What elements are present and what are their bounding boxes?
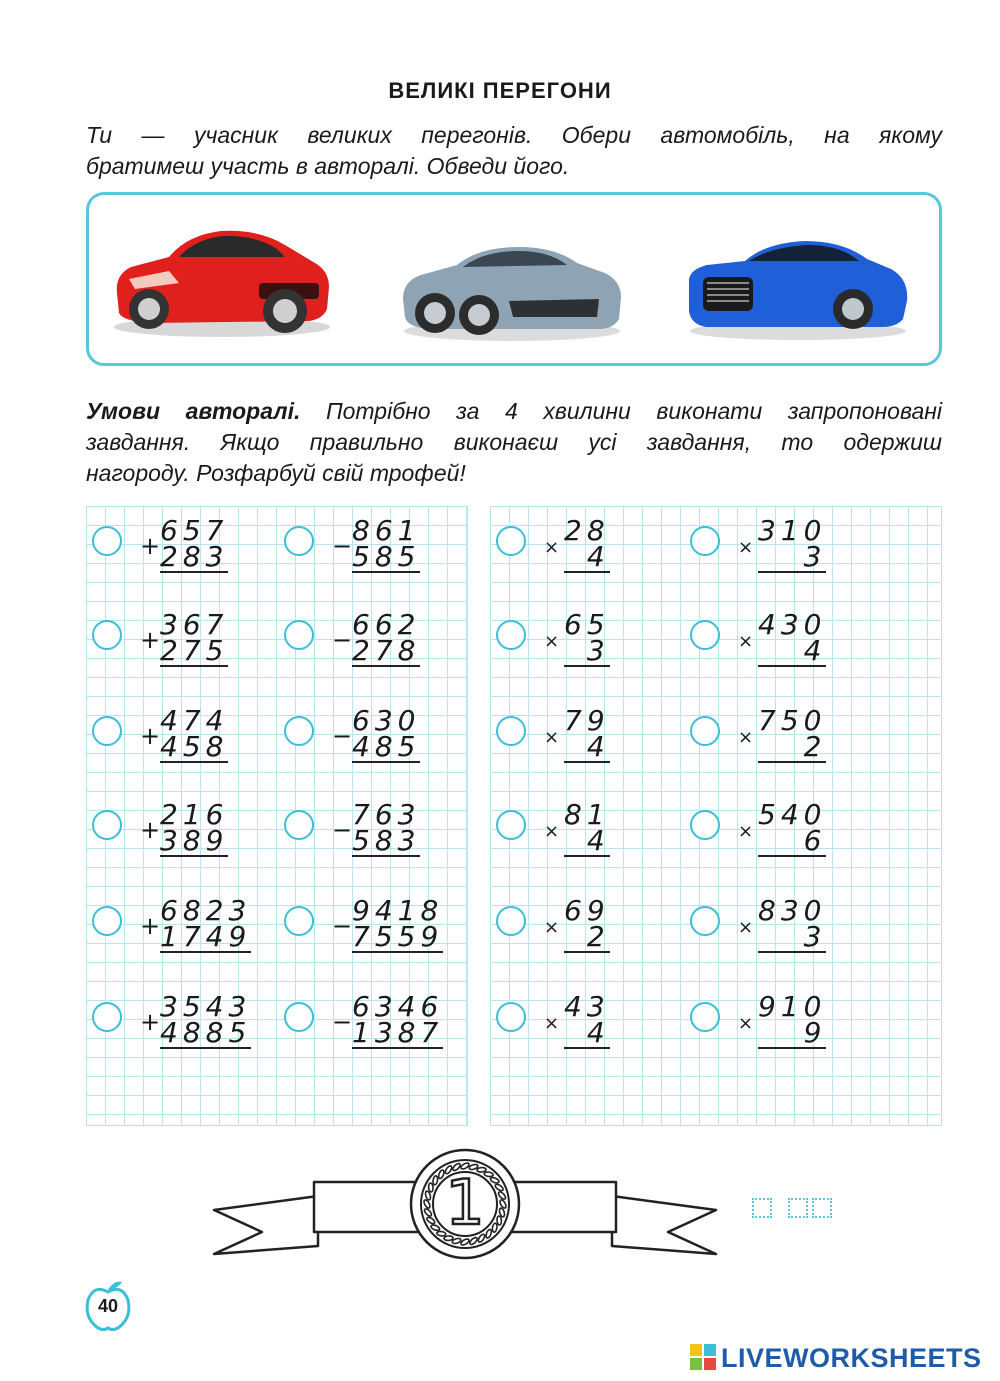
math-problem xyxy=(92,894,282,976)
operand-bottom: 2 xyxy=(564,924,610,953)
answer-circle[interactable] xyxy=(92,716,122,746)
operator-sign: − xyxy=(332,532,353,560)
math-problem xyxy=(690,608,880,690)
blue-car-image[interactable] xyxy=(685,239,911,343)
answer-circle[interactable] xyxy=(92,526,122,556)
answer-circle[interactable] xyxy=(284,906,314,936)
intro-line-2: братимеш участь в авторалі. Обведи його. xyxy=(86,153,570,179)
operator-sign: + xyxy=(140,816,161,844)
operands xyxy=(352,990,444,1049)
answer-circle[interactable] xyxy=(496,906,526,936)
math-problem xyxy=(284,798,474,880)
operand-bottom: 3 xyxy=(758,924,826,953)
operands xyxy=(352,894,444,953)
operands xyxy=(352,514,421,573)
operand-top: 28 xyxy=(564,514,610,547)
operand-bottom: 4 xyxy=(564,828,610,857)
operand-bottom: 583 xyxy=(352,824,421,857)
operand-top: 3543 xyxy=(160,990,252,1023)
operator-sign: × xyxy=(544,631,560,652)
operator-sign: + xyxy=(140,1008,161,1036)
operand-top: 830 xyxy=(758,894,827,927)
math-problem xyxy=(496,894,686,976)
answer-box[interactable] xyxy=(788,1198,808,1218)
operand-top: 367 xyxy=(160,608,229,641)
operands xyxy=(160,608,229,667)
operand-top: 630 xyxy=(352,704,421,737)
operator-sign: × xyxy=(544,727,560,748)
operands xyxy=(564,990,610,1049)
operands xyxy=(564,608,610,667)
math-problem xyxy=(690,798,880,880)
answer-circle[interactable] xyxy=(92,810,122,840)
page-number: 40 xyxy=(97,1296,119,1316)
math-problem xyxy=(690,990,880,1072)
watermark-text: LIVEWORKSHEETS xyxy=(721,1342,982,1373)
math-problem xyxy=(92,990,282,1072)
operand-bottom: 4 xyxy=(758,638,826,667)
operands xyxy=(160,514,229,573)
operator-sign: + xyxy=(140,626,161,654)
math-problem xyxy=(690,514,880,596)
answer-circle[interactable] xyxy=(496,810,526,840)
operand-top: 310 xyxy=(758,514,827,547)
math-problem xyxy=(496,704,686,786)
operand-bottom: 485 xyxy=(352,730,421,763)
operand-bottom: 278 xyxy=(352,634,421,667)
operand-bottom: 3 xyxy=(564,638,610,667)
answer-circle[interactable] xyxy=(284,1002,314,1032)
intro-line-1: Ти — учасник великих перегонів. Обери автомобіль, на якому xyxy=(86,122,942,148)
operator-sign: × xyxy=(738,727,754,748)
operand-bottom: 1387 xyxy=(352,1016,444,1049)
liveworksheets-logo-icon xyxy=(690,1344,718,1372)
math-problem xyxy=(284,704,474,786)
math-problem xyxy=(284,514,474,596)
operand-top: 540 xyxy=(758,798,827,831)
math-problem xyxy=(284,608,474,690)
operand-top: 79 xyxy=(564,704,610,737)
math-problem xyxy=(92,514,282,596)
operand-bottom: 3 xyxy=(758,544,826,573)
intro-text xyxy=(86,120,942,182)
answer-circle[interactable] xyxy=(284,810,314,840)
conditions-line-1: Потрібно за 4 хвилини виконати запропоновані xyxy=(325,398,942,424)
operand-top: 662 xyxy=(352,608,421,641)
operator-sign: − xyxy=(332,626,353,654)
operator-sign: + xyxy=(140,912,161,940)
operator-sign: − xyxy=(332,912,353,940)
operands xyxy=(160,894,252,953)
answer-circle[interactable] xyxy=(690,1002,720,1032)
answer-circle[interactable] xyxy=(690,716,720,746)
answer-circle[interactable] xyxy=(284,620,314,650)
answer-circle[interactable] xyxy=(690,906,720,936)
operand-top: 910 xyxy=(758,990,827,1023)
operands xyxy=(564,514,610,573)
operand-bottom: 4 xyxy=(564,1020,610,1049)
operand-bottom: 4 xyxy=(564,734,610,763)
operand-top: 9418 xyxy=(352,894,444,927)
silver-car-image[interactable] xyxy=(399,243,625,343)
operator-sign: − xyxy=(332,1008,353,1036)
answer-circle[interactable] xyxy=(92,620,122,650)
operand-bottom: 4885 xyxy=(160,1016,252,1049)
operands xyxy=(758,894,827,953)
math-problem xyxy=(496,798,686,880)
answer-circle[interactable] xyxy=(496,1002,526,1032)
operands xyxy=(160,704,229,763)
operand-bottom: 4 xyxy=(564,544,610,573)
answer-circle[interactable] xyxy=(496,526,526,556)
answer-circle[interactable] xyxy=(284,526,314,556)
page-title: ВЕЛИКІ ПЕРЕГОНИ xyxy=(388,78,612,103)
operand-bottom: 2 xyxy=(758,734,826,763)
operator-sign: + xyxy=(140,532,161,560)
operand-bottom: 458 xyxy=(160,730,229,763)
liveworksheets-watermark xyxy=(690,1343,982,1373)
operator-sign: × xyxy=(738,1013,754,1034)
math-problem xyxy=(92,798,282,880)
conditions-text xyxy=(86,396,942,489)
math-problem xyxy=(92,704,282,786)
operand-bottom: 7559 xyxy=(352,920,444,953)
operator-sign: × xyxy=(738,917,754,938)
operator-sign: × xyxy=(544,537,560,558)
red-car-image[interactable] xyxy=(109,223,335,341)
answer-circle[interactable] xyxy=(690,526,720,556)
operator-sign: − xyxy=(332,722,353,750)
operands xyxy=(758,514,827,573)
math-problem xyxy=(92,608,282,690)
operands xyxy=(352,704,421,763)
car-selection-box xyxy=(86,192,942,366)
answer-circle[interactable] xyxy=(496,620,526,650)
operator-sign: − xyxy=(332,816,353,844)
medal-trophy[interactable] xyxy=(212,1148,718,1262)
answer-circle[interactable] xyxy=(92,906,122,936)
operand-top: 750 xyxy=(758,704,827,737)
math-problem xyxy=(496,608,686,690)
operator-sign: + xyxy=(140,722,161,750)
operands xyxy=(758,990,827,1049)
operand-top: 763 xyxy=(352,798,421,831)
math-problem xyxy=(496,990,686,1072)
operands xyxy=(564,894,610,953)
answer-circle[interactable] xyxy=(690,810,720,840)
operands xyxy=(564,704,610,763)
operand-top: 216 xyxy=(160,798,229,831)
operand-bottom: 9 xyxy=(758,1020,826,1049)
operand-top: 6346 xyxy=(352,990,444,1023)
operand-top: 657 xyxy=(160,514,229,547)
operands xyxy=(352,798,421,857)
operands xyxy=(758,798,827,857)
operands xyxy=(758,704,827,763)
operands xyxy=(352,608,421,667)
conditions-line-3: нагороду. Розфарбуй свій трофей! xyxy=(86,460,466,486)
conditions-line-2: завдання. Якщо правильно виконаєш усі завдання, то одержиш xyxy=(86,429,942,455)
operand-bottom: 6 xyxy=(758,828,826,857)
answer-box[interactable] xyxy=(812,1198,832,1218)
conditions-heading: Умови авторалі. xyxy=(86,398,301,424)
operand-bottom: 275 xyxy=(160,634,229,667)
math-problem xyxy=(690,704,880,786)
math-problem xyxy=(284,894,474,976)
operands xyxy=(160,990,252,1049)
operator-sign: × xyxy=(738,821,754,842)
operator-sign: × xyxy=(544,821,560,842)
operand-top: 81 xyxy=(564,798,610,831)
operand-top: 69 xyxy=(564,894,610,927)
operator-sign: × xyxy=(544,917,560,938)
operands xyxy=(160,798,229,857)
answer-circle[interactable] xyxy=(496,716,526,746)
operand-top: 430 xyxy=(758,608,827,641)
operand-top: 43 xyxy=(564,990,610,1023)
operator-sign: × xyxy=(738,537,754,558)
operands xyxy=(564,798,610,857)
medal-number: 1 xyxy=(445,1166,485,1239)
operand-top: 861 xyxy=(352,514,421,547)
answer-circle[interactable] xyxy=(690,620,720,650)
operand-bottom: 283 xyxy=(160,540,229,573)
operator-sign: × xyxy=(544,1013,560,1034)
operator-sign: × xyxy=(738,631,754,652)
operand-top: 474 xyxy=(160,704,229,737)
operands xyxy=(758,608,827,667)
operand-top: 65 xyxy=(564,608,610,641)
answer-circle[interactable] xyxy=(92,1002,122,1032)
math-problem xyxy=(690,894,880,976)
math-problem xyxy=(284,990,474,1072)
math-problem xyxy=(496,514,686,596)
operand-bottom: 585 xyxy=(352,540,421,573)
answer-box[interactable] xyxy=(752,1198,772,1218)
operand-bottom: 1749 xyxy=(160,920,252,953)
answer-circle[interactable] xyxy=(284,716,314,746)
operand-top: 6823 xyxy=(160,894,252,927)
operand-bottom: 389 xyxy=(160,824,229,857)
